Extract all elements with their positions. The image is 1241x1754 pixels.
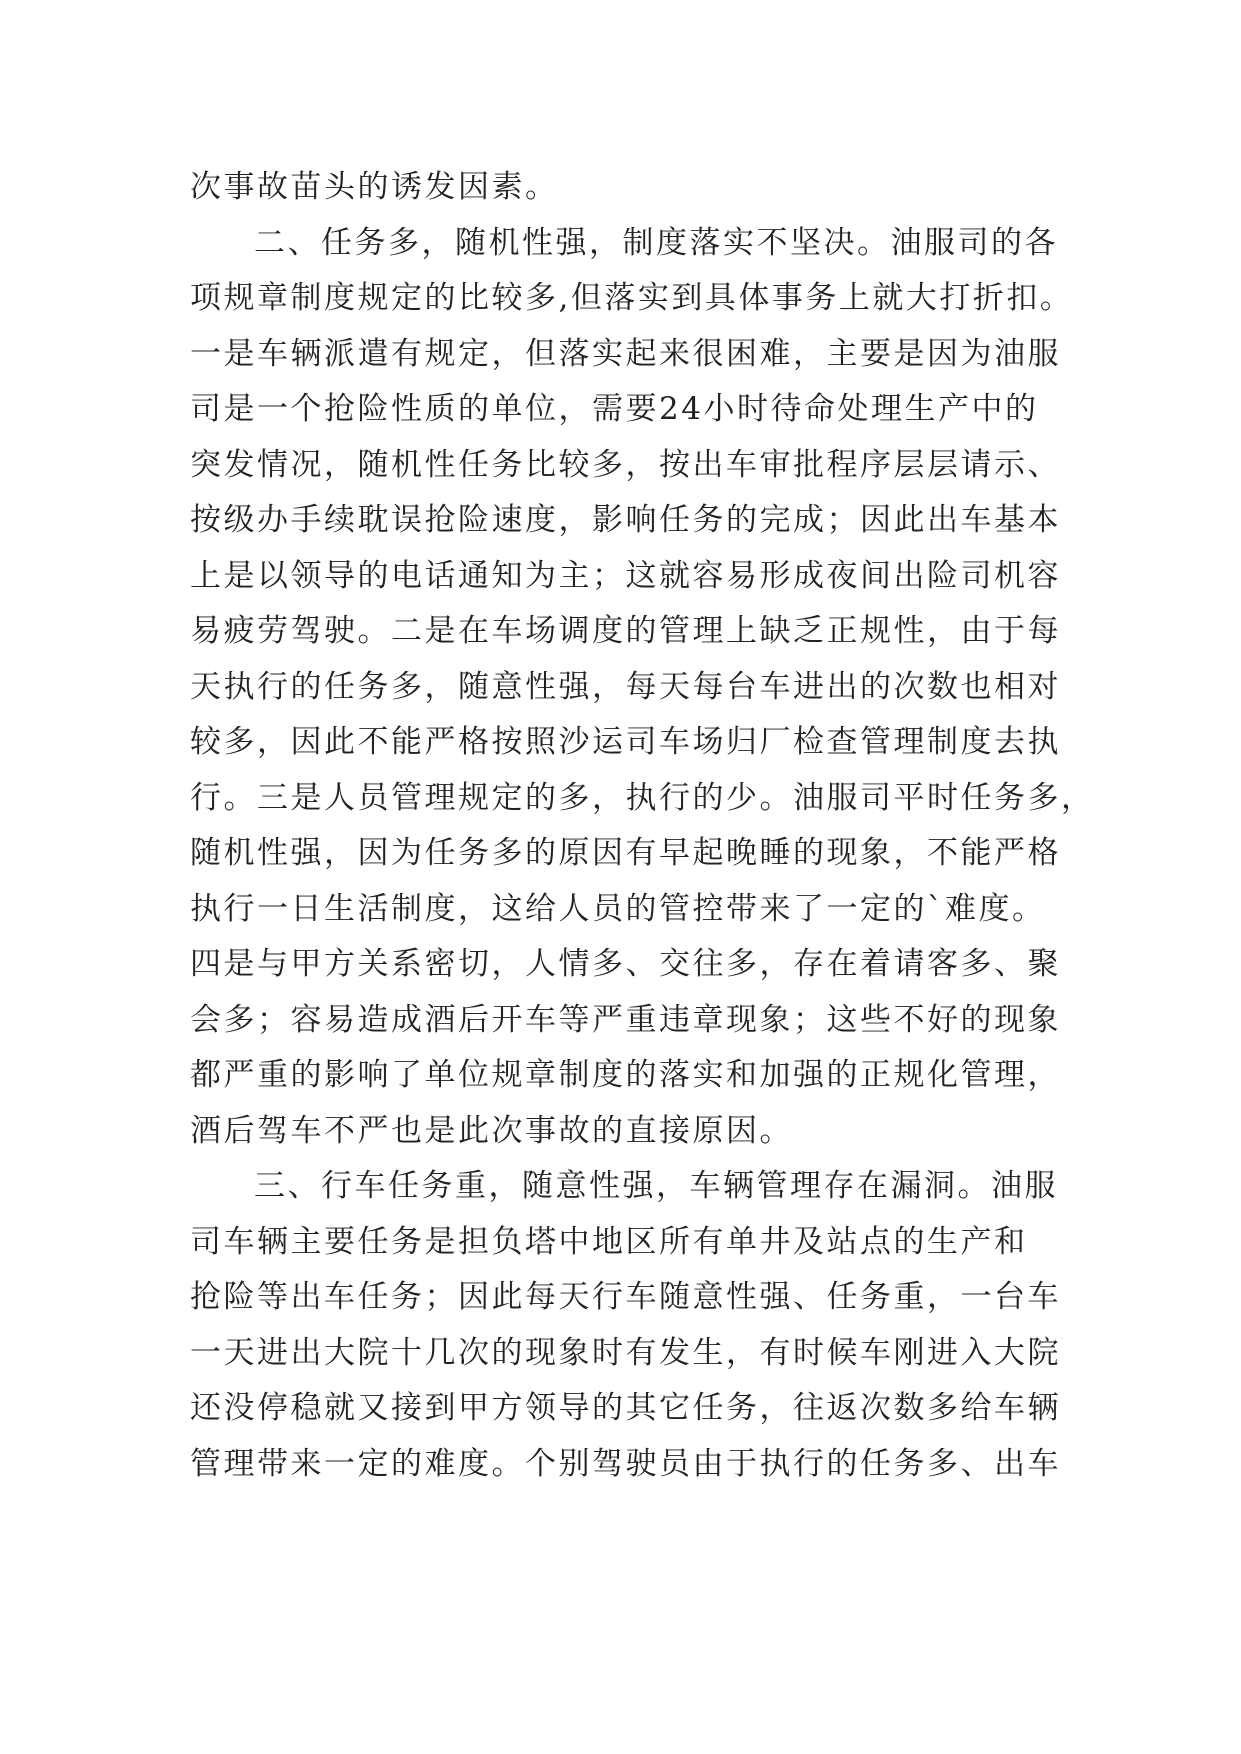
text-line: 一天进出大院十几次的现象时有发生，有时候车刚进入大院: [190, 1334, 1061, 1371]
text-line: 天执行的任务多，随意性强，每天每台车进出的次数也相对: [190, 668, 1061, 705]
text-line: 随机性强，因为任务多的原因有早起晚睡的现象，不能严格: [190, 835, 1061, 871]
text-line: 较多，因此不能严格按照沙运司车场归厂检查管理制度去执: [190, 724, 1061, 760]
text-line: 突发情况，随机性任务比较多，按出车审批程序层层请示、: [190, 446, 1061, 483]
text-line: 酒后驾车不严也是此次事故的直接原因。: [190, 1112, 793, 1149]
text-line: 四是与甲方关系密切，人情多、交往多，存在着请客多、聚: [190, 946, 1061, 982]
text-line: 执行一日生活制度，这给人员的管控带来了一定的`难度。: [190, 890, 1046, 927]
text-line: 都严重的影响了单位规章制度的落实和加强的正规化管理，: [190, 1057, 1061, 1093]
text-line: 行。三是人员管理规定的多，执行的少。油服司平时任务多，: [190, 779, 1095, 816]
text-line: 项规章制度规定的比较多,但落实到具体事务上就大打折扣。: [190, 280, 1074, 316]
text-line: 管理带来一定的难度。个别驾驶员由于执行的任务多、出车: [190, 1445, 1061, 1482]
text-line: 司车辆主要任务是担负塔中地区所有单井及站点的生产和: [190, 1223, 1028, 1260]
text-line: 按级办手续耽误抢险速度，影响任务的完成；因此出车基本: [190, 502, 1061, 538]
text-line: 会多；容易造成酒后开车等严重违章现象；这些不好的现象: [190, 1001, 1061, 1038]
text-line: 次事故苗头的诱发因素。: [190, 169, 559, 205]
text-line: 司是一个抢险性质的单位，需要24小时待命处理生产中的: [190, 391, 1039, 427]
text-line: 还没停稳就又接到甲方领导的其它任务，往返次数多给车辆: [190, 1390, 1061, 1426]
text-line: 一是车辆派遣有规定，但落实起来很困难，主要是因为油服: [190, 335, 1061, 372]
text-line: 抢险等出车任务；因此每天行车随意性强、任务重，一台车: [190, 1279, 1061, 1315]
text-line: 易疲劳驾驶。二是在车场调度的管理上缺乏正规性，由于每: [190, 613, 1061, 649]
text-line: 二、任务多，随机性强，制度落实不坚决。油服司的各: [254, 224, 1058, 261]
text-line: 上是以领导的电话通知为主；这就容易形成夜间出险司机容: [190, 557, 1061, 594]
body-text: [190, 160, 1095, 1492]
text-line: 三、行车任务重，随意性强，车辆管理存在漏洞。油服: [254, 1168, 1058, 1204]
